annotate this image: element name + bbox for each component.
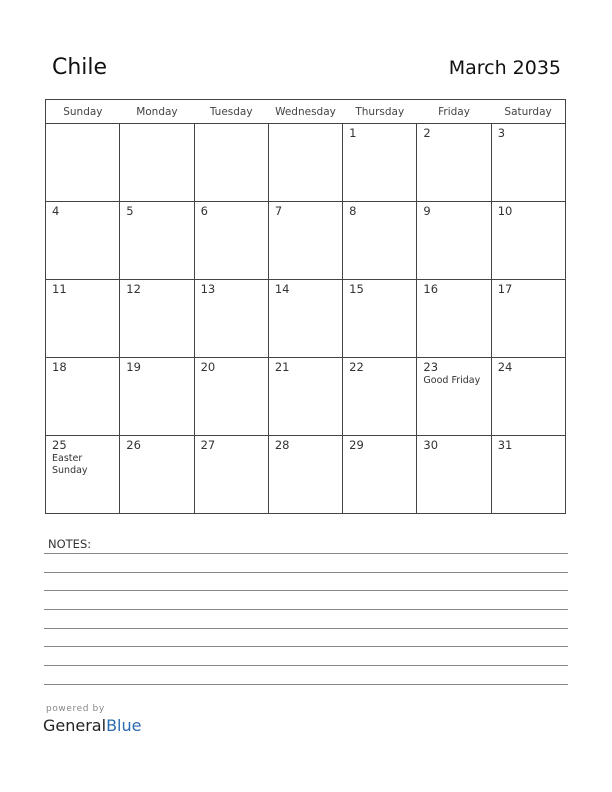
day-cell bbox=[46, 436, 120, 514]
day-number: 26 bbox=[126, 438, 141, 452]
day-cell bbox=[120, 358, 194, 436]
weekday-friday: Friday bbox=[417, 100, 491, 124]
note-line bbox=[44, 553, 568, 554]
calendar-grid bbox=[45, 99, 566, 514]
brand-logo bbox=[43, 716, 141, 735]
day-number: 13 bbox=[200, 282, 216, 296]
day-number: 30 bbox=[423, 438, 439, 452]
holiday-label: Easter Sunday bbox=[52, 453, 88, 476]
day-cell bbox=[46, 280, 120, 358]
day-number: 27 bbox=[200, 438, 216, 452]
day-cell bbox=[491, 358, 565, 436]
day-cell bbox=[343, 436, 417, 514]
day-cell bbox=[194, 124, 268, 202]
day-cell bbox=[417, 124, 491, 202]
day-cell bbox=[417, 436, 491, 514]
note-line bbox=[44, 590, 568, 591]
day-cell bbox=[120, 280, 194, 358]
day-number: 21 bbox=[274, 360, 290, 374]
notes-label: NOTES: bbox=[48, 537, 92, 551]
day-cell bbox=[491, 436, 565, 514]
day-number: 31 bbox=[497, 438, 513, 452]
day-cell bbox=[268, 280, 342, 358]
weekday-sunday: Sunday bbox=[46, 100, 120, 124]
day-number: 22 bbox=[349, 360, 364, 374]
day-cell bbox=[268, 358, 342, 436]
day-number: 2 bbox=[423, 126, 431, 140]
day-cell bbox=[417, 280, 491, 358]
country-title: Chile bbox=[52, 55, 108, 80]
day-number: 15 bbox=[349, 282, 364, 296]
day-cell bbox=[343, 202, 417, 280]
day-number: 9 bbox=[423, 204, 431, 218]
day-cell bbox=[194, 280, 268, 358]
week-row bbox=[46, 280, 566, 358]
day-number: 7 bbox=[274, 204, 283, 218]
day-cell bbox=[491, 280, 565, 358]
day-number: 10 bbox=[497, 204, 513, 218]
day-number: 12 bbox=[126, 282, 141, 296]
day-number: 18 bbox=[52, 360, 67, 374]
day-cell bbox=[491, 124, 565, 202]
note-line bbox=[44, 628, 568, 629]
day-cell bbox=[417, 358, 491, 436]
day-cell bbox=[491, 202, 565, 280]
day-cell bbox=[120, 202, 194, 280]
day-number: 11 bbox=[52, 282, 67, 296]
week-row bbox=[46, 436, 566, 514]
day-number: 20 bbox=[200, 360, 216, 374]
day-cell bbox=[120, 436, 194, 514]
day-number: 25 bbox=[52, 438, 67, 452]
week-row bbox=[46, 358, 566, 436]
note-line bbox=[44, 572, 568, 573]
note-line bbox=[44, 609, 568, 610]
day-cell bbox=[194, 202, 268, 280]
day-number: 5 bbox=[126, 204, 134, 218]
note-line bbox=[44, 684, 568, 685]
day-number: 29 bbox=[349, 438, 364, 452]
day-number: 23 bbox=[423, 360, 439, 374]
day-cell bbox=[343, 358, 417, 436]
weekday-wednesday: Wednesday bbox=[268, 100, 342, 124]
day-number: 24 bbox=[497, 360, 513, 374]
brand-blue: Blue bbox=[106, 716, 142, 735]
powered-by-text: powered by bbox=[46, 704, 105, 714]
day-number: 14 bbox=[274, 282, 290, 296]
brand-general: General bbox=[43, 716, 107, 735]
day-cell bbox=[120, 124, 194, 202]
day-number: 6 bbox=[200, 204, 208, 218]
day-number: 19 bbox=[126, 360, 141, 374]
note-line bbox=[44, 665, 568, 666]
day-cell bbox=[268, 124, 342, 202]
day-cell bbox=[268, 202, 342, 280]
weekday-header-row bbox=[46, 100, 566, 124]
day-number: 28 bbox=[274, 438, 290, 452]
day-number: 1 bbox=[349, 126, 357, 140]
holiday-label: Good Friday bbox=[423, 375, 481, 386]
day-cell bbox=[417, 202, 491, 280]
week-row bbox=[46, 202, 566, 280]
day-cell bbox=[268, 436, 342, 514]
week-row bbox=[46, 124, 566, 202]
day-number: 16 bbox=[423, 282, 439, 296]
weekday-saturday: Saturday bbox=[491, 100, 565, 124]
day-number: 3 bbox=[497, 126, 506, 140]
day-cell bbox=[343, 280, 417, 358]
day-cell bbox=[194, 358, 268, 436]
day-number: 4 bbox=[52, 204, 60, 218]
day-cell bbox=[46, 202, 120, 280]
day-cell bbox=[343, 124, 417, 202]
day-number: 17 bbox=[497, 282, 513, 296]
weekday-tuesday: Tuesday bbox=[194, 100, 268, 124]
day-cell bbox=[46, 124, 120, 202]
day-number: 8 bbox=[349, 204, 357, 218]
weekday-thursday: Thursday bbox=[343, 100, 417, 124]
note-line bbox=[44, 646, 568, 647]
day-cell bbox=[46, 358, 120, 436]
month-year-title: March 2035 bbox=[448, 57, 561, 79]
day-cell bbox=[194, 436, 268, 514]
weekday-monday: Monday bbox=[120, 100, 194, 124]
